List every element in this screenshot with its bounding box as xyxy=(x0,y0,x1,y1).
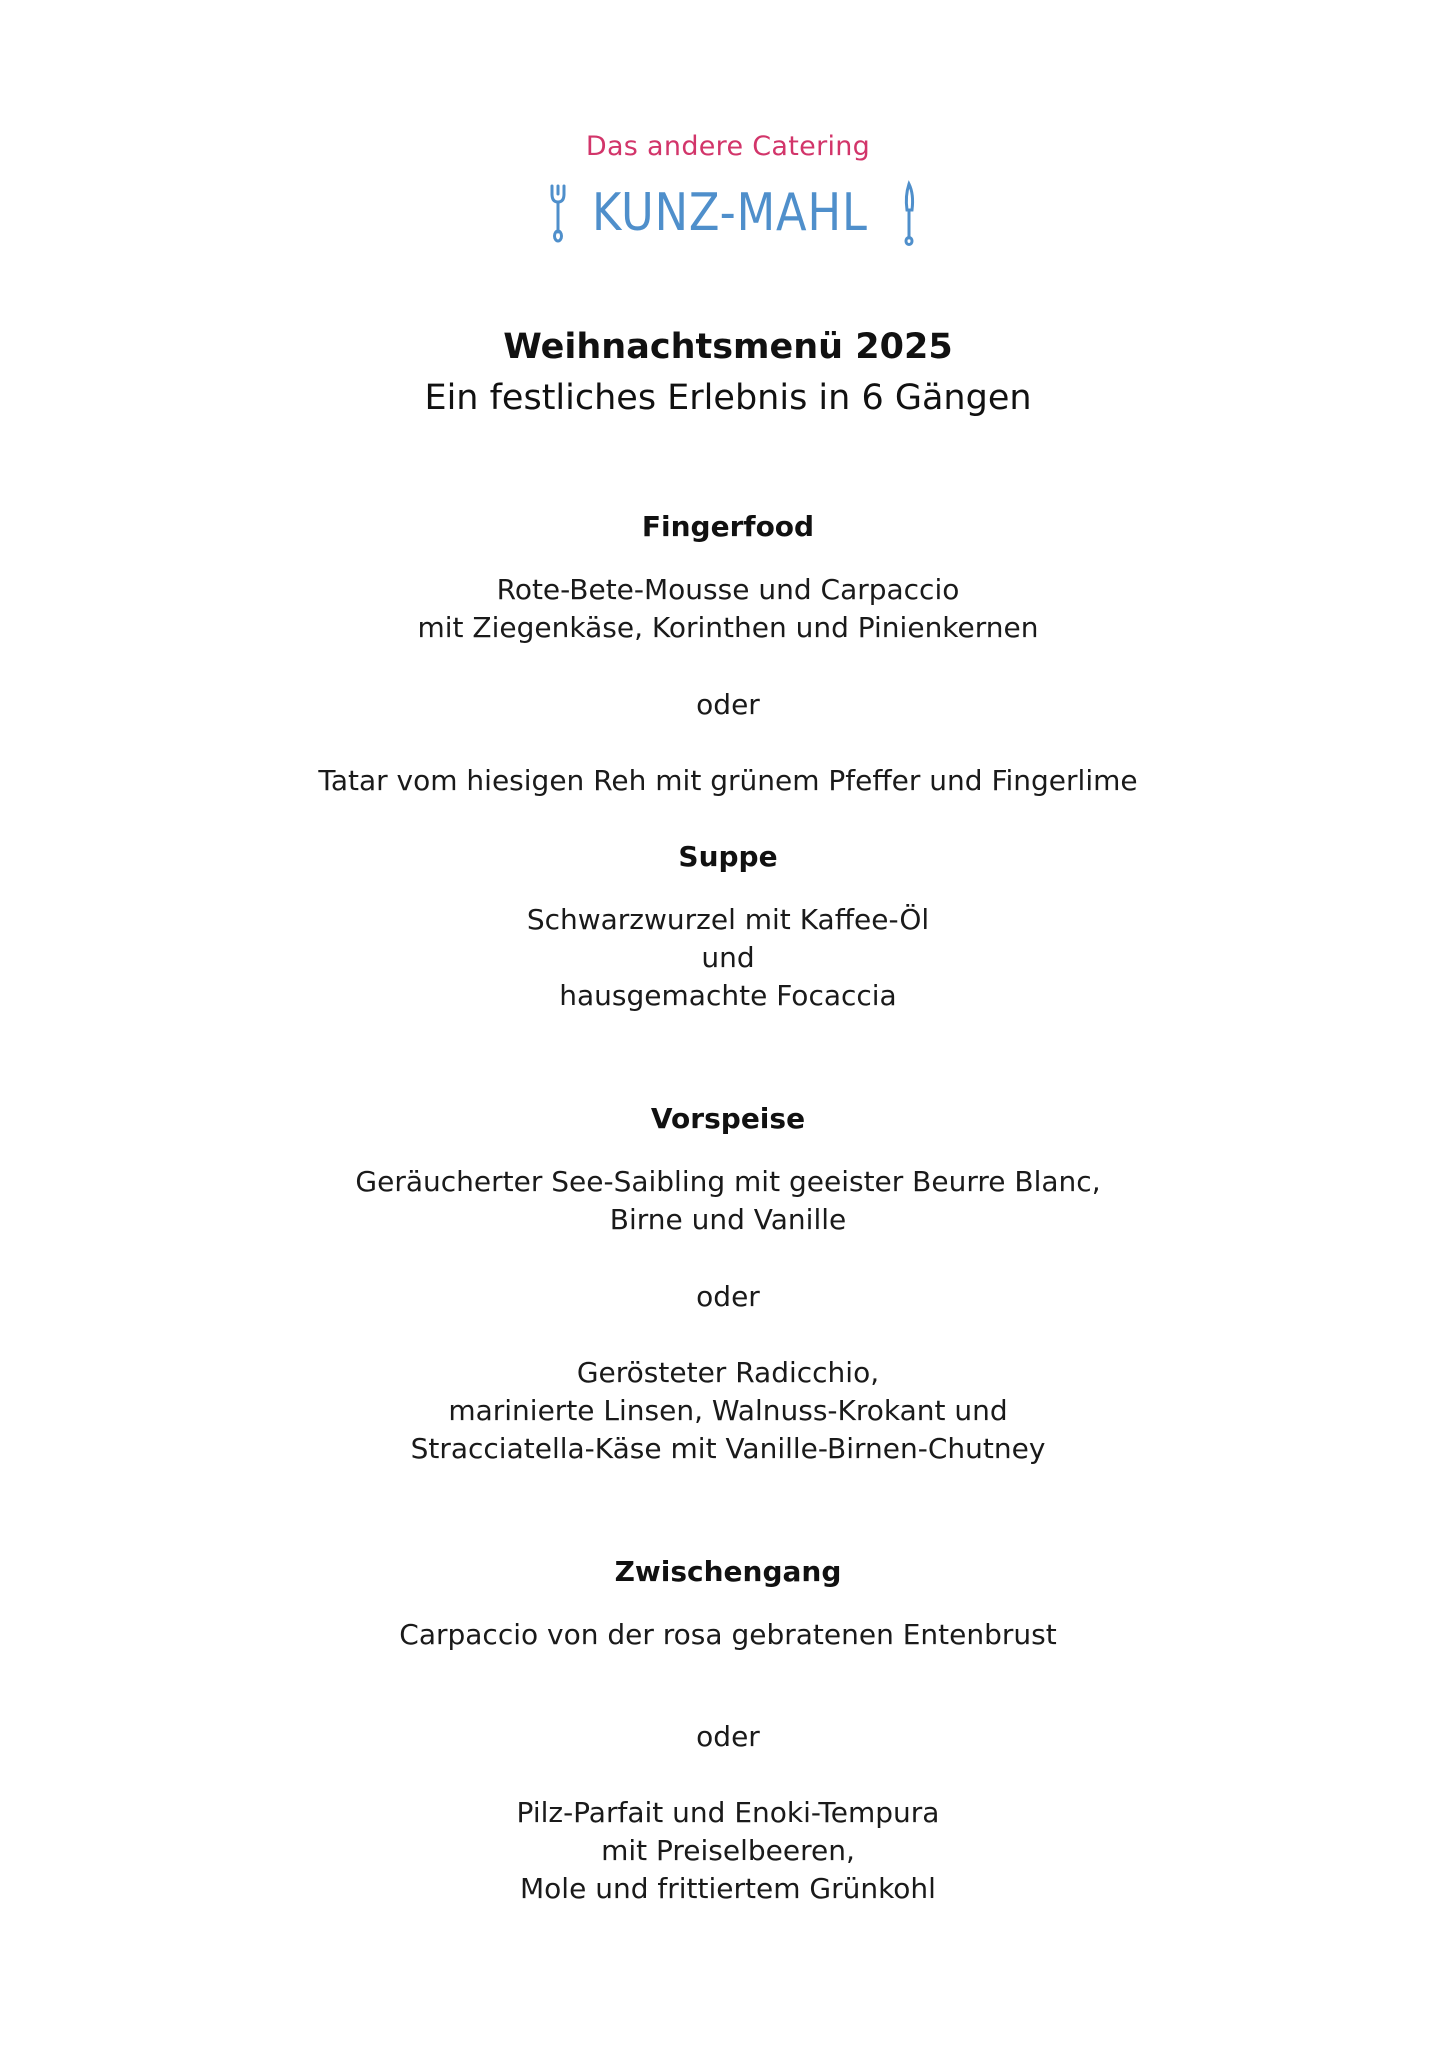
course-line: Birne und Vanille xyxy=(609,1203,847,1236)
knife-icon xyxy=(900,180,918,246)
menu-subtitle: Ein festliches Erlebnis in 6 Gängen xyxy=(424,378,1032,418)
course-line: Rote-Bete-Mousse und Carpaccio xyxy=(496,573,960,606)
course-line: hausgemachte Focaccia xyxy=(559,979,897,1012)
course-title-zwischengang: Zwischengang xyxy=(614,1555,842,1588)
fork-icon xyxy=(548,180,568,244)
course-line: Pilz-Parfait und Enoki-Tempura xyxy=(516,1796,940,1829)
or-separator: oder xyxy=(696,688,760,721)
course-line: Geräucherter See-Saibling mit geeister Beurre Blanc, xyxy=(355,1165,1101,1198)
course-title-vorspeise: Vorspeise xyxy=(650,1102,806,1135)
course-line: Mole und frittiertem Grünkohl xyxy=(520,1872,936,1905)
brand-logo xyxy=(548,180,920,250)
course-line: Stracciatella-Käse mit Vanille-Birnen-Chutney xyxy=(410,1432,1046,1465)
menu-title: Weihnachtsmenü 2025 xyxy=(503,327,953,367)
brand-name: KUNZ-MAHL xyxy=(592,183,868,243)
or-separator: oder xyxy=(696,1720,760,1753)
course-title-suppe: Suppe xyxy=(678,840,778,873)
course-line: mit Ziegenkäse, Korinthen und Pinienkernen xyxy=(417,611,1039,644)
course-line: Carpaccio von der rosa gebratenen Entenbrust xyxy=(399,1618,1057,1651)
course-line: und xyxy=(701,941,755,974)
course-line: Tatar vom hiesigen Reh mit grünem Pfeffer und Fingerlime xyxy=(318,764,1138,797)
course-line: mit Preiselbeeren, xyxy=(601,1834,855,1867)
or-separator: oder xyxy=(696,1280,760,1313)
tagline: Das andere Catering xyxy=(585,131,871,162)
course-title-fingerfood: Fingerfood xyxy=(641,510,815,543)
course-line: Schwarzwurzel mit Kaffee-Öl xyxy=(526,903,930,936)
course-line: Gerösteter Radicchio, xyxy=(576,1356,880,1389)
course-line: marinierte Linsen, Walnuss-Krokant und xyxy=(448,1394,1008,1427)
